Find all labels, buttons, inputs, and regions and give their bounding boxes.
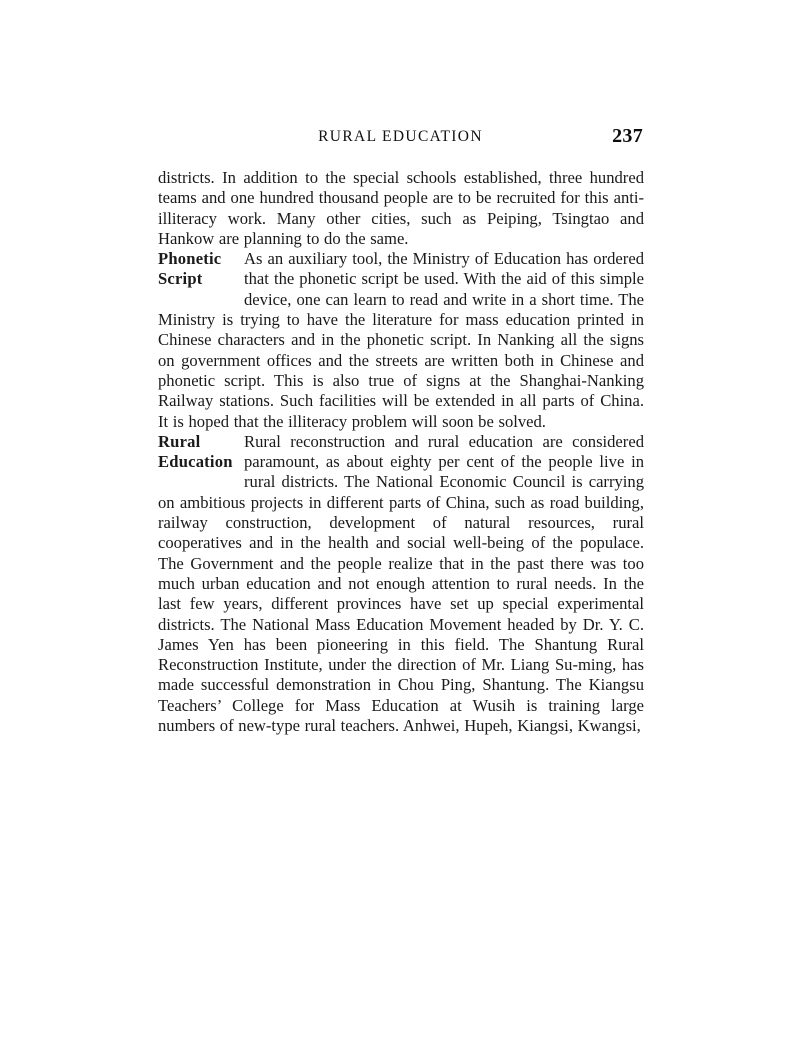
paragraph-phonetic-script: As an auxiliary tool, the Ministry of Education has ordered that the phonetic script be used. With the aid of this simple device, one can learn to read and write in a short time. The Ministry is trying to have the literature for mass education printed in Chinese characters and in the phonetic script. In Nanking all the signs on government offices and the streets are written both in Chinese and phonetic script. This is also true of signs at the Shanghai-Nanking Railway stations. Such facilities will be extended in all parts of China. It is hoped that the illiteracy problem will soon be solved.: [158, 249, 644, 431]
shoulder-heading-rural-education: [158, 432, 244, 493]
paragraph-rural-education: Rural reconstruction and rural education are considered paramount, as about eighty per cent of the people live in rural districts. The National Economic Council is carrying on ambitious projects in different parts of China, such as road building, railway construction, development of natural resources, rural cooperatives and in the health and social well-being of the populace. The Government and the people realize that in the past there was too much urban education and not enough attention to rural needs. In the last few years, different provinces have set up special experimental districts. The National Mass Education Movement headed by Dr. Y. C. James Yen has been pioneering in this field. The Shantung Rural Reconstruction Institute, under the direction of Mr. Liang Su-ming, has made successful demonstration in Chou Ping, Shantung. The Kiangsu Teachers’ College for Mass Education at Wusih is training large numbers of new-type rural teachers. Anhwei, Hupeh, Kiangsi, Kwangsi,: [158, 431, 644, 736]
paragraph-opening: districts. In addition to the special schools established, three hundred teams and one hundred thousand people are to be recruited for this anti-illiteracy work. Many other cities, such as Peiping, Tsingtao and Hankow are planning to do the same.: [158, 168, 644, 248]
body-text-block: [158, 168, 644, 736]
section-rural-education: [158, 432, 644, 736]
shoulder-heading-line-1: Rural: [158, 431, 201, 451]
page-number: 237: [612, 125, 643, 147]
running-head: [158, 125, 643, 150]
section-phonetic-script: [158, 249, 644, 432]
shoulder-heading-phonetic-script: [158, 249, 244, 310]
shoulder-heading-line-2: Script: [158, 269, 203, 289]
running-head-title: RURAL EDUCATION: [318, 128, 483, 145]
shoulder-heading-line-1: Phonetic: [158, 249, 222, 269]
shoulder-heading-line-2: Education: [158, 452, 233, 472]
